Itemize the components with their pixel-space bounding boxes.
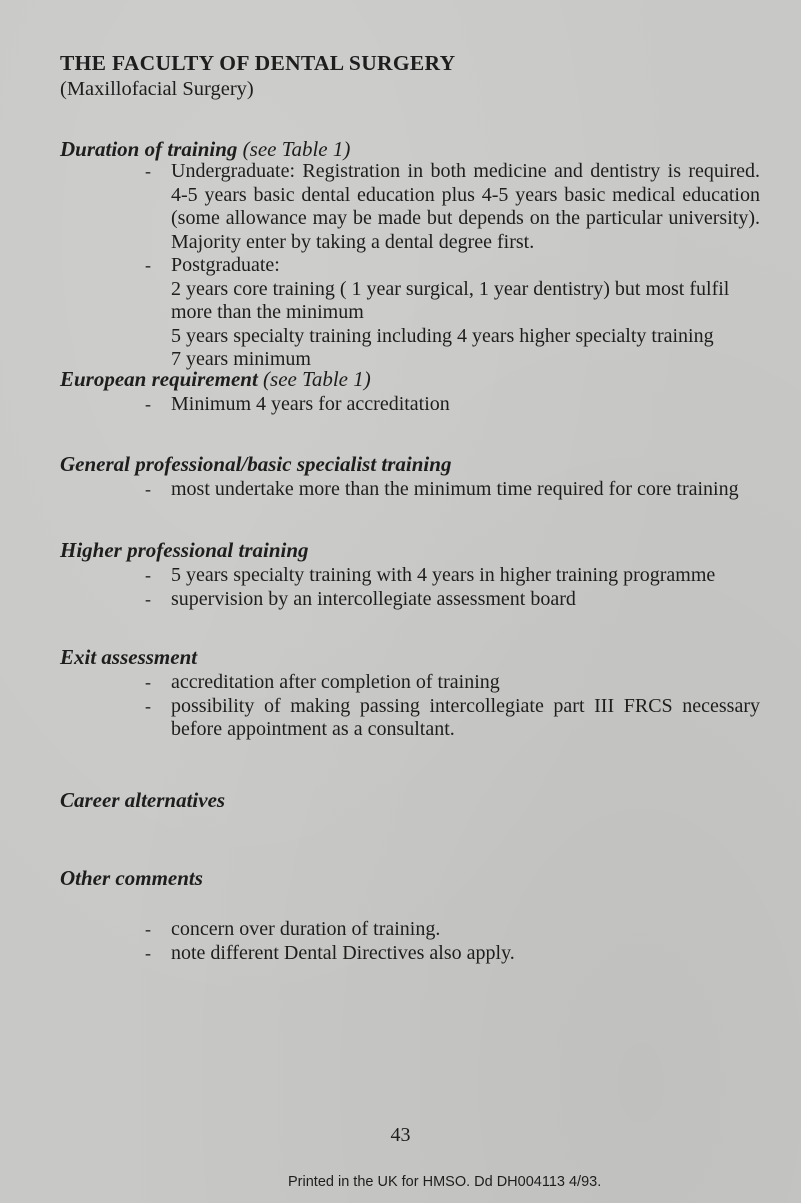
item-text: concern over duration of training. (171, 918, 441, 940)
section-title-other: Other comments (60, 866, 203, 890)
bullet-dash: - (145, 565, 151, 585)
section-european (60, 366, 760, 417)
postgraduate-line-core: 2 years core training ( 1 year surgical, 1 year dentistry) but most fulfil more than the minimum (171, 277, 730, 323)
section-title-higher: Higher professional training (60, 538, 309, 562)
section-title-text: European requirement (60, 367, 258, 391)
list-item (60, 671, 760, 695)
section-title-text: Duration of training (60, 137, 238, 161)
section-duration (60, 136, 760, 372)
bullet-dash: - (145, 919, 151, 939)
document-header (60, 50, 760, 102)
section-title-aside: (see Table 1) (237, 137, 351, 161)
section-career (60, 787, 760, 814)
document-title: THE FACULTY OF DENTAL SURGERY (60, 51, 456, 75)
list-item (60, 695, 760, 742)
item-text: most undertake more than the minimum time required for core training (171, 478, 739, 500)
postgraduate-line-specialty: 5 years specialty training including 4 years higher specialty training (171, 324, 714, 347)
list-item (60, 918, 760, 942)
list-item (60, 588, 760, 612)
bullet-dash: - (145, 255, 151, 275)
section-title-european (60, 366, 760, 393)
bullet-dash: - (145, 479, 151, 499)
item-text: note different Dental Directives also apply. (171, 941, 515, 964)
list-item (60, 393, 760, 417)
list-item (60, 160, 760, 254)
list-item (60, 254, 760, 278)
list-item (60, 478, 760, 502)
section-title-duration (60, 136, 760, 163)
item-text-undergraduate: Undergraduate: Registration in both medicine and dentistry is required. 4-5 years basic dental education plus 4-5 years basic medical education (some allowance may be made but depends on the particular university). Majority enter by taking a dental degree first. (171, 160, 760, 253)
section-exit (60, 644, 760, 742)
bullet-dash: - (145, 672, 151, 692)
section-higher (60, 537, 760, 611)
section-title-general: General professional/basic specialist training (60, 452, 452, 476)
printer-imprint: Printed in the UK for HMSO. Dd DH004113 4/93. (288, 1174, 602, 1190)
section-title-career: Career alternatives (60, 788, 226, 812)
item-text: supervision by an intercollegiate assessment board (171, 587, 576, 610)
bullet-dash: - (145, 695, 151, 716)
item-text-postgraduate: Postgraduate: (171, 254, 280, 276)
item-text: 5 years specialty training with 4 years in higher training programme (171, 564, 716, 586)
item-text: Minimum 4 years for accreditation (171, 393, 450, 415)
section-title-exit: Exit assessment (60, 645, 198, 669)
item-text: accreditation after completion of training (171, 671, 500, 693)
bullet-dash: - (145, 394, 151, 414)
bullet-dash: - (145, 588, 151, 609)
page-number: 43 (390, 1124, 411, 1146)
document-subtitle: (Maxillofacial Surgery) (60, 78, 254, 100)
section-general (60, 451, 760, 502)
bullet-dash: - (145, 942, 151, 963)
section-other (60, 865, 760, 965)
item-text: possibility of making passing intercollegiate part III FRCS necessary before appointment as a consultant. (171, 694, 760, 740)
list-item (60, 942, 760, 966)
bullet-dash: - (145, 161, 151, 181)
postgraduate-line-minimum: 7 years minimum (171, 348, 311, 370)
list-item (60, 564, 760, 588)
section-title-aside: (see Table 1) (257, 367, 371, 391)
